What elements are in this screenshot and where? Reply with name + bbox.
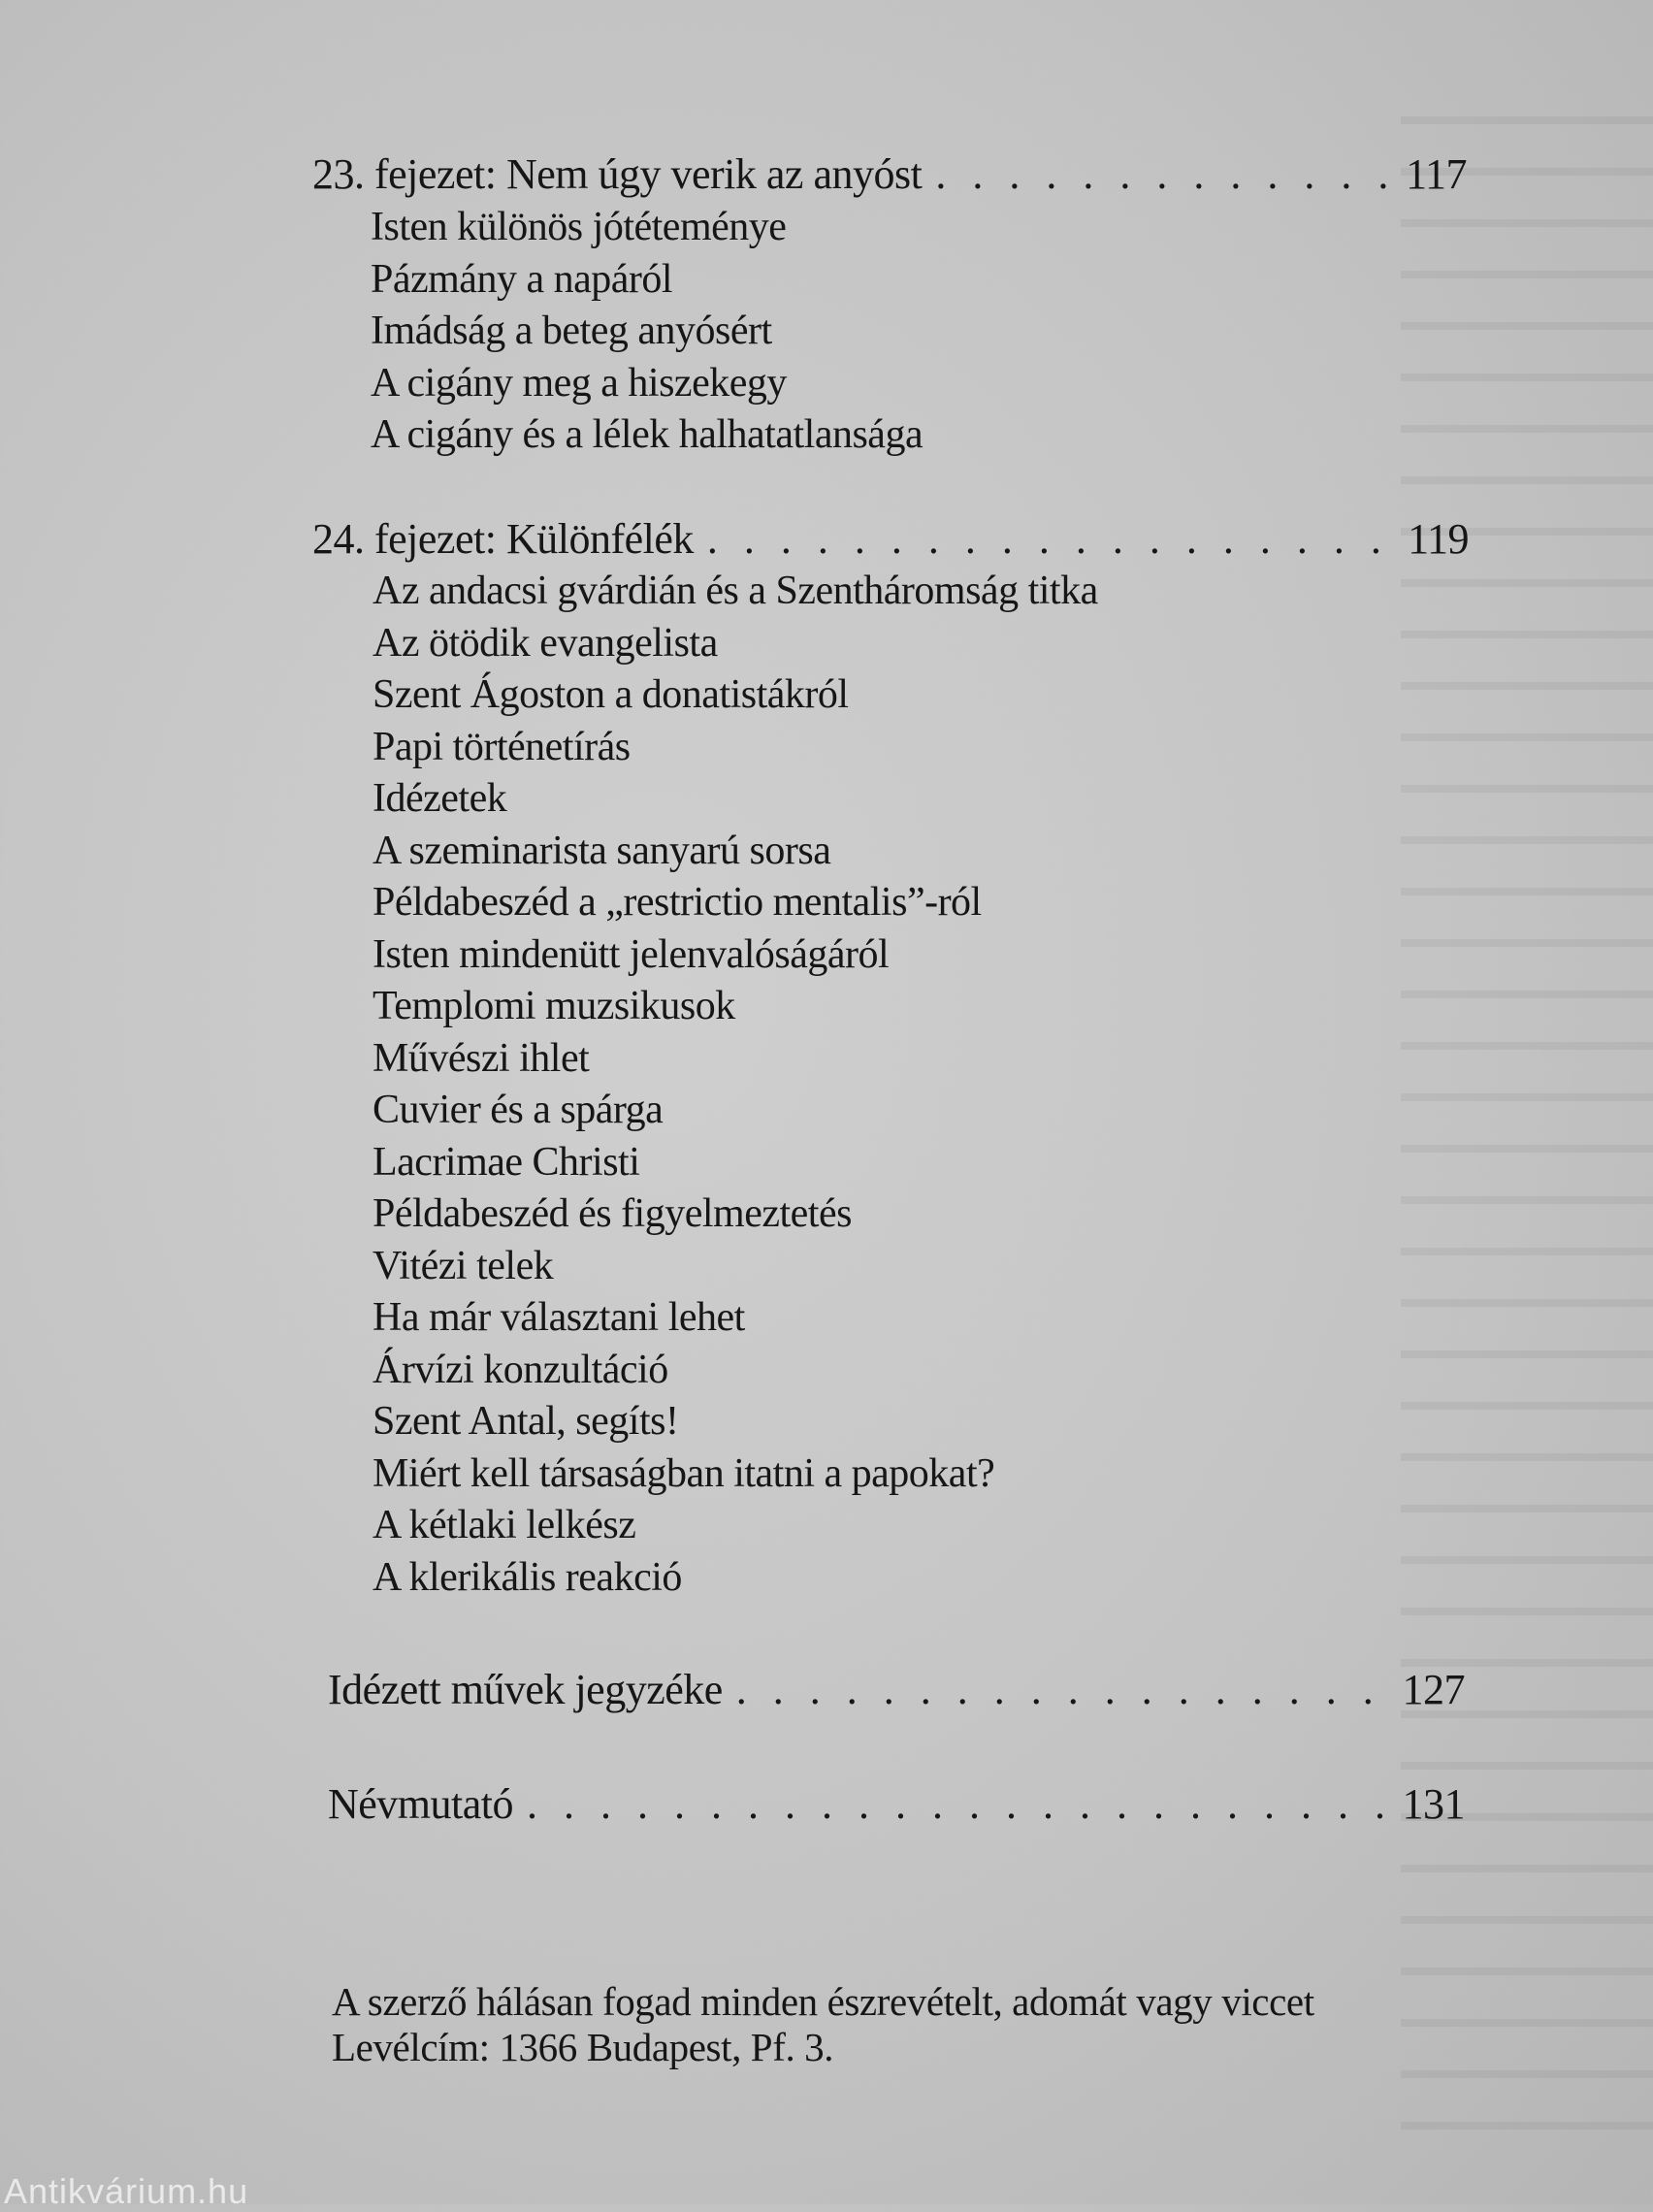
toc-section-item: Isten különös jótéteménye — [371, 205, 787, 249]
toc-section-item: Miért kell társaságban itatni a papokat? — [373, 1450, 995, 1496]
dot-leader — [935, 149, 1392, 199]
watermark-text: Antikvárium.hu — [4, 2171, 249, 2211]
chapter-title: 23. fejezet: Nem úgy verik az anyóst — [312, 150, 923, 198]
toc-section-item: Idézetek — [373, 776, 507, 821]
page-number: 131 — [1402, 1780, 1465, 1828]
toc-section-item: A klerikális reakció — [373, 1554, 682, 1600]
toc-section-item: Vitézi telek — [373, 1243, 554, 1288]
toc-section-item: Példabeszéd és figyelmeztetés — [373, 1191, 852, 1236]
author-note-line: A szerző hálásan fogad minden észrevételt, adomát vagy viccet — [332, 1979, 1314, 2024]
toc-section-item: Szent Antal, segíts! — [373, 1399, 679, 1444]
toc-section-item: Templomi muzsikusok — [373, 984, 735, 1028]
toc-section-item: Pázmány a napáról — [371, 256, 673, 302]
dot-leader — [527, 1779, 1388, 1829]
page-number: 127 — [1402, 1666, 1465, 1713]
toc-section-item: A szeminarista sanyarú sorsa — [373, 828, 831, 873]
toc-section-item: Ha már választani lehet — [373, 1295, 745, 1340]
chapter-23-sections — [371, 202, 923, 462]
dot-leader — [736, 1665, 1389, 1714]
page-number: 117 — [1406, 150, 1467, 198]
show-through-text — [1401, 87, 1653, 2163]
chapter-24-sections — [373, 566, 1098, 1604]
toc-entry-chapter-24 — [312, 514, 1469, 564]
toc-section-item: Isten mindenütt jelenvalóságáról — [373, 931, 890, 977]
toc-section-item: Imádság a beteg anyósért — [371, 309, 772, 353]
chapter-title: 24. fejezet: Különfélék — [312, 515, 694, 563]
author-note — [332, 1979, 1314, 2070]
toc-entry-chapter-23 — [312, 149, 1467, 199]
chapter-title: Névmutató — [328, 1780, 514, 1828]
page-number: 119 — [1408, 515, 1469, 563]
chapter-title: Idézett művek jegyzéke — [328, 1666, 723, 1713]
author-address-line: Levélcím: 1366 Budapest, Pf. 3. — [332, 2025, 834, 2069]
toc-entry-index — [328, 1779, 1465, 1829]
toc-section-item: Az ötödik evangelista — [373, 620, 718, 666]
toc-section-item: Árvízi konzultáció — [373, 1347, 668, 1392]
toc-entry-works — [328, 1665, 1465, 1714]
toc-section-item: A cigány meg a hiszekegy — [371, 360, 787, 406]
toc-section-item: Szent Ágoston a donatistákról — [373, 672, 849, 717]
toc-section-item: Papi történetírás — [373, 724, 631, 769]
toc-section-item: Lacrimae Christi — [373, 1139, 640, 1185]
toc-section-item: Művészi ihlet — [373, 1035, 590, 1081]
dot-leader — [707, 514, 1394, 564]
toc-section-item: A cigány és a lélek halhatatlansága — [371, 412, 924, 457]
toc-section-item: A kétlaki lelkész — [373, 1503, 636, 1547]
toc-section-item: Az andacsi gvárdián és a Szentháromság titka — [373, 569, 1098, 613]
toc-section-item: Példabeszéd a „restrictio mentalis”-ról — [373, 880, 982, 925]
toc-section-item: Cuvier és a spárga — [373, 1088, 664, 1132]
